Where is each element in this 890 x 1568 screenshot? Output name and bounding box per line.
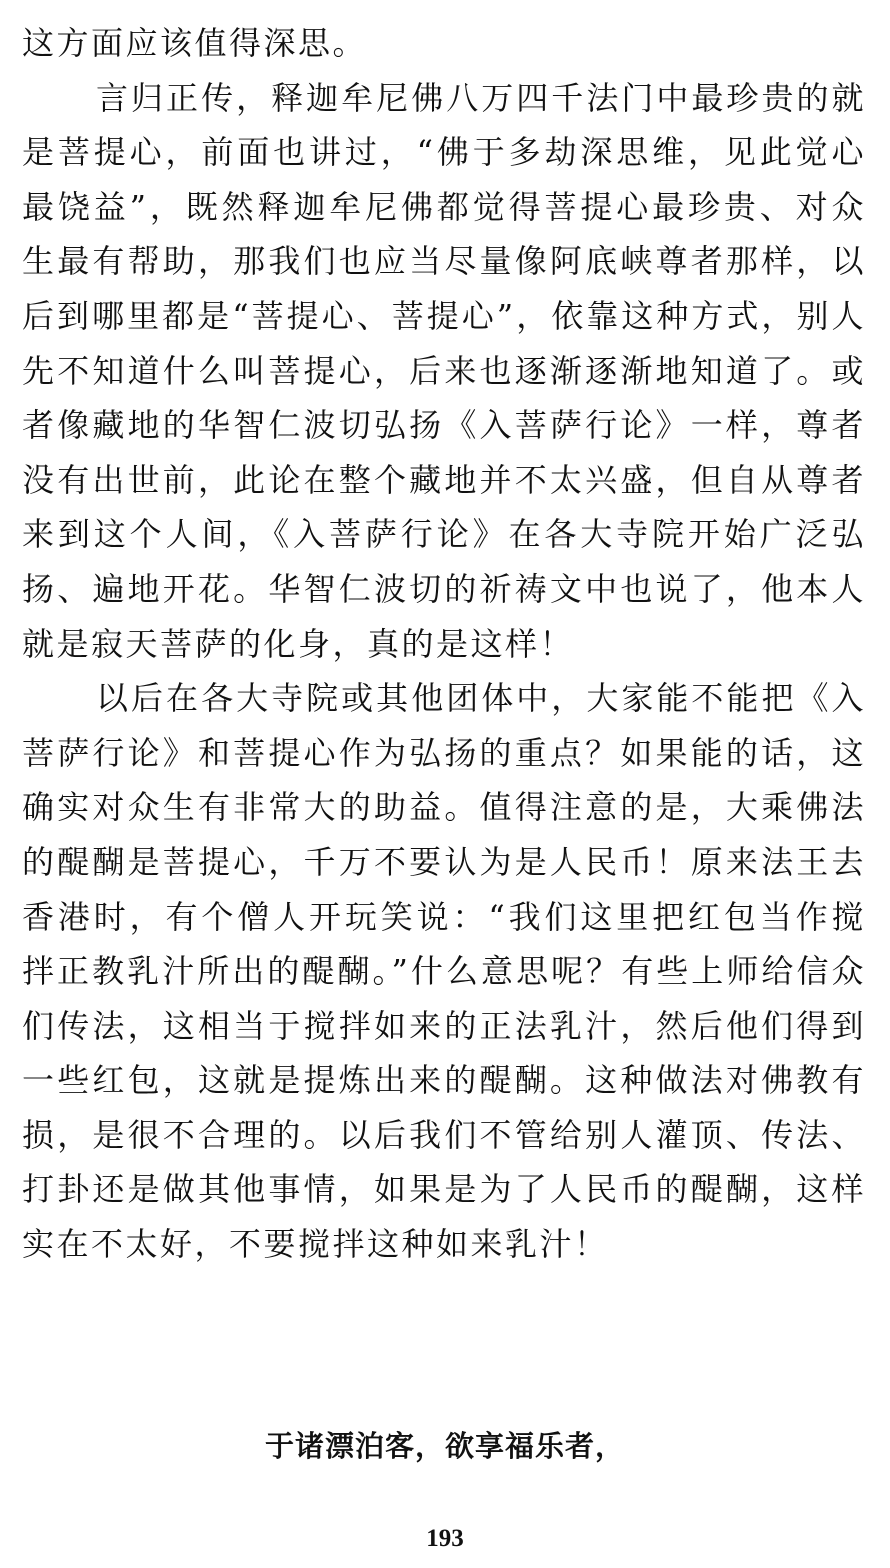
verse-line: 于诸漂泊客，欲享福乐者，	[264, 1429, 625, 1463]
paragraph-3: 以后在各大寺院或其他团体中，大家能不能把《入菩萨行论》和菩提心作为弘扬的重点？如果能的话，这确实对众生有非常大的助益。值得注意的是，大乘佛法的醍醐是菩提心，千万不要认为是人民币！原来法王去香港时，有个僧人开玩笑说：“我们这里把红包当作搅拌正教乳汁所出的醍醐。”什么意思呢？有些上师给信众们传法，这相当于搅拌如来的正法乳汁，然后他们得到一些红包，这就是提炼出来的醍醐。这种做法对佛教有损，是很不合理的。以后我们不管给别人灌顶、传法、打卦还是做其他事情，如果是为了人民币的醍醐，这样实在不太好，不要搅拌这种如来乳汁！	[22, 679, 866, 1264]
paragraph-1: 这方面应该值得深思。	[22, 24, 368, 62]
body-text	[22, 16, 866, 1272]
page-number: 193	[426, 1525, 464, 1552]
paragraph-2: 言归正传，释迦牟尼佛八万四千法门中最珍贵的就是菩提心，前面也讲过，“佛于多劫深思维，见此觉心最饶益”，既然释迦牟尼佛都觉得菩提心最珍贵、对众生最有帮助，那我们也应当尽量像阿底峡尊者那样，以后到哪里都是“菩提心、菩提心”，依靠这种方式，别人先不知道什么叫菩提心，后来也逐渐逐渐地知道了。或者像藏地的华智仁波切弘扬《入菩萨行论》一样，尊者没有出世前，此论在整个藏地并不太兴盛，但自从尊者来到这个人间，《入菩萨行论》在各大寺院开始广泛弘扬、遍地开花。华智仁波切的祈祷文中也说了，他本人就是寂天菩萨的化身，真的是这样！	[22, 78, 866, 663]
